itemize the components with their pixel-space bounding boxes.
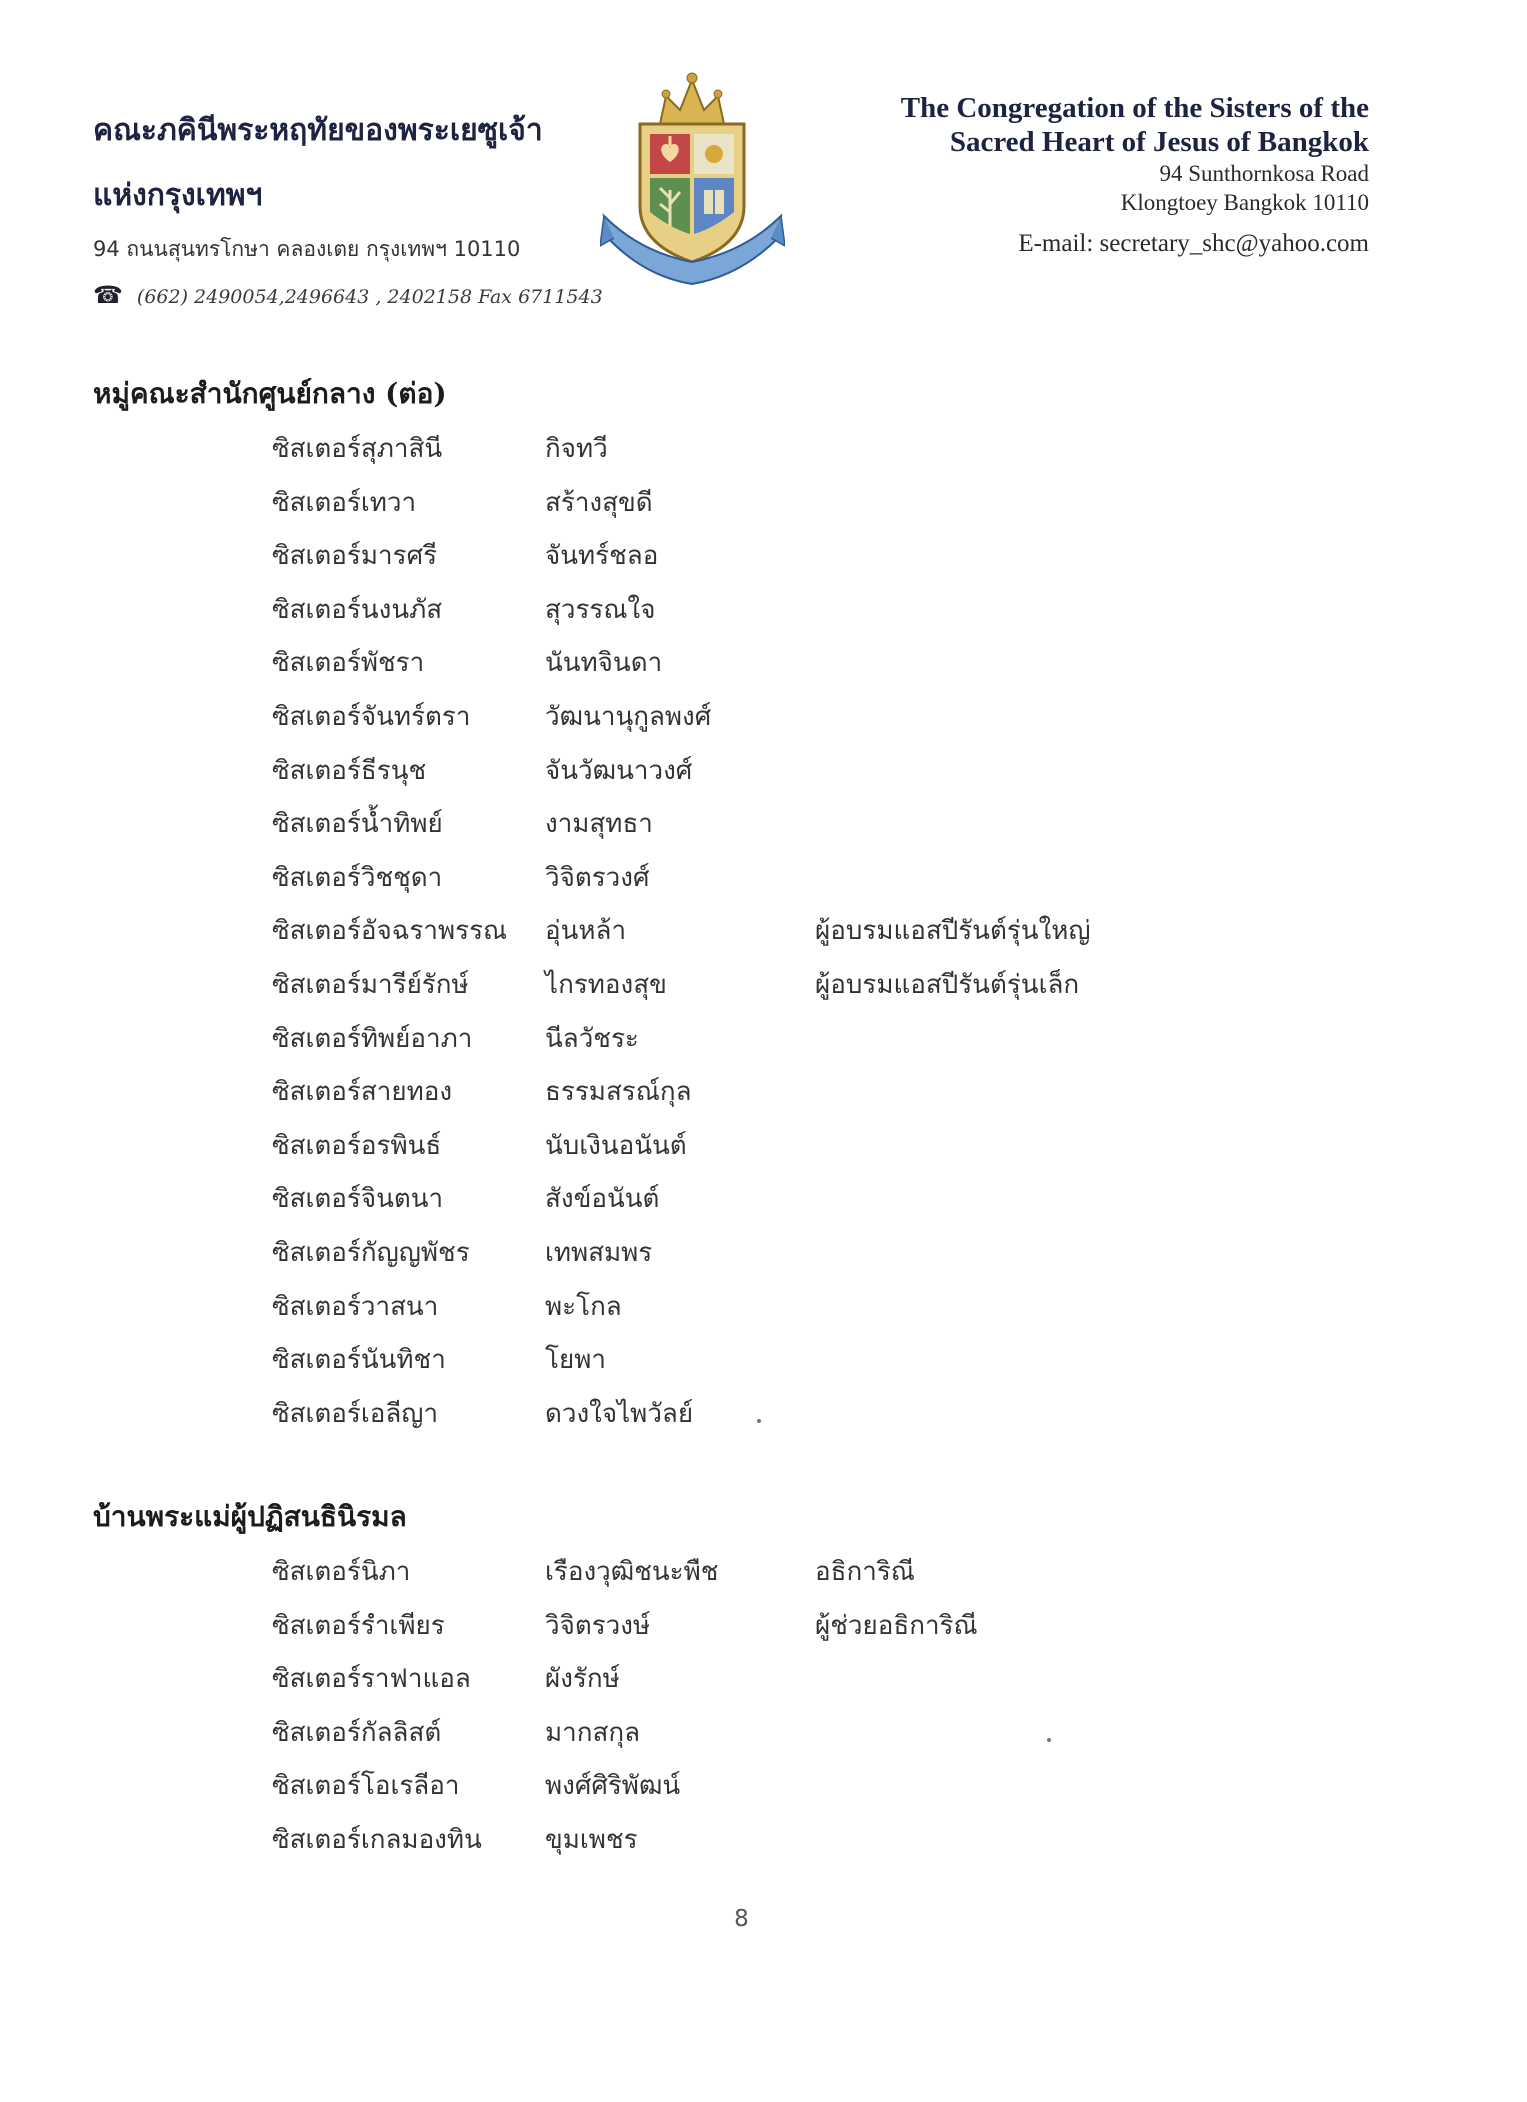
member-row (0, 857, 1527, 907)
member-last-name: สุวรรณใจ (545, 594, 656, 625)
member-row (0, 589, 1527, 639)
english-congregation-name-line2: Sacred Heart of Jesus of Bangkok (949, 126, 1369, 158)
member-first-name: ซิสเตอร์จันทร์ตรา (272, 702, 471, 732)
section-title: บ้านพระแม่ผู้ปฏิสนธินิรมล (93, 1500, 407, 1533)
member-first-name: ซิสเตอร์นันทิชา (272, 1345, 446, 1376)
member-row (0, 1125, 1527, 1175)
member-role: ผู้อบรมแอสปีรันต์รุ่นเล็ก (815, 970, 1080, 1000)
member-last-name: นีลวัชระ (545, 1023, 639, 1054)
member-first-name: ซิสเตอร์กัญญพัชร (272, 1238, 470, 1268)
member-row (0, 642, 1527, 692)
member-last-name: สร้างสุขดี (545, 487, 653, 518)
member-last-name: อุ่นหล้า (545, 916, 627, 947)
member-last-name: วิจิตรวงศ์ (545, 862, 650, 893)
scan-speck (1047, 1738, 1051, 1742)
member-last-name: เรืองวุฒิชนะพืช (545, 1557, 719, 1587)
member-last-name: พงศ์ศิริพัฒน์ (545, 1771, 681, 1802)
member-row (0, 1286, 1527, 1336)
member-first-name: ซิสเตอร์นิภา (272, 1557, 411, 1587)
thai-congregation-name-line2: แห่งกรุงเทพฯ (93, 178, 263, 213)
member-last-name: นันทจินดา (545, 648, 663, 679)
member-row (0, 1551, 1527, 1601)
member-last-name: สังข์อนันต์ (545, 1184, 660, 1215)
member-row (0, 1765, 1527, 1815)
member-row (0, 535, 1527, 585)
member-first-name: ซิสเตอร์กัลลิสต์ (272, 1717, 442, 1748)
member-row (0, 1071, 1527, 1121)
member-first-name: ซิสเตอร์อัจฉราพรรณ (272, 916, 508, 947)
member-last-name: ผังรักษ์ (545, 1664, 620, 1695)
member-last-name: งามสุทธา (545, 809, 653, 840)
member-last-name: เทพสมพร (545, 1238, 653, 1268)
member-first-name: ซิสเตอร์โอเรลีอา (272, 1771, 460, 1802)
member-first-name: ซิสเตอร์จินตนา (272, 1184, 444, 1215)
member-row (0, 482, 1527, 532)
page-number: 8 (734, 1906, 749, 1932)
phone-fax-numbers: (662) 2490054,2496643 , 2402158 Fax 6711543 (136, 286, 603, 308)
member-row (0, 803, 1527, 853)
member-first-name: ซิสเตอร์น้ำทิพย์ (272, 809, 443, 840)
member-last-name: กิจทวี (545, 434, 608, 464)
member-last-name: พะโกล (545, 1291, 622, 1322)
phone-icon: ☎ (93, 281, 123, 309)
member-row (0, 1232, 1527, 1282)
member-last-name: วัฒนานุกูลพงศ์ (545, 702, 712, 732)
member-first-name: ซิสเตอร์ธีรนุช (272, 755, 427, 786)
member-last-name: ขุมเพชร (545, 1825, 638, 1855)
english-address-line1: 94 Sunthornkosa Road (1159, 161, 1369, 186)
member-last-name: วิจิตรวงษ์ (545, 1610, 651, 1641)
member-first-name: ซิสเตอร์มารศรี (272, 541, 438, 572)
member-last-name: โยพา (545, 1345, 606, 1376)
member-last-name: ไกรทองสุข (545, 970, 667, 1000)
member-first-name: ซิสเตอร์อรพินธ์ (272, 1130, 442, 1161)
member-first-name: ซิสเตอร์สุภาสินี (272, 434, 443, 464)
member-row (0, 1658, 1527, 1708)
member-first-name: ซิสเตอร์รำเพียร (272, 1610, 445, 1641)
member-first-name: ซิสเตอร์พัชรา (272, 648, 425, 679)
contact-line (93, 281, 603, 309)
member-last-name: มากสกุล (545, 1717, 641, 1748)
member-first-name: ซิสเตอร์มารีย์รักษ์ (272, 970, 469, 1000)
member-first-name: ซิสเตอร์ทิพย์อาภา (272, 1023, 473, 1054)
member-row (0, 910, 1527, 960)
member-row (0, 428, 1527, 478)
member-last-name: นับเงินอนันต์ (545, 1130, 687, 1161)
member-row (0, 1819, 1527, 1869)
member-role: ผู้อบรมแอสปีรันต์รุ่นใหญ่ (815, 916, 1091, 947)
email-address: E-mail: secretary_shc@yahoo.com (1018, 230, 1369, 257)
member-first-name: ซิสเตอร์เกลมองทิน (272, 1825, 482, 1855)
member-first-name: ซิสเตอร์ราฟาแอล (272, 1664, 471, 1695)
member-row (0, 750, 1527, 800)
member-last-name: ธรรมสรณ์กุล (545, 1077, 692, 1108)
member-row (0, 1712, 1527, 1762)
member-last-name: จันวัฒนาวงศ์ (545, 755, 693, 786)
member-row (0, 1339, 1527, 1389)
thai-congregation-name-line1: คณะภคินีพระหฤทัยของพระเยซูเจ้า (93, 113, 543, 148)
member-first-name: ซิสเตอร์วิชชุดา (272, 862, 443, 893)
scan-speck (757, 1419, 761, 1423)
thai-address: 94 ถนนสุนทรโกษา คลองเตย กรุงเทพฯ 10110 (93, 237, 521, 261)
member-last-name: ดวงใจไพวัลย์ (545, 1398, 694, 1429)
member-role: ผู้ช่วยอธิการิณี (815, 1610, 978, 1641)
member-row (0, 1393, 1527, 1443)
english-congregation-name-line1: The Congregation of the Sisters of the (900, 92, 1369, 124)
member-first-name: ซิสเตอร์สายทอง (272, 1077, 453, 1108)
member-row (0, 1178, 1527, 1228)
member-row (0, 1018, 1527, 1068)
member-role: อธิการิณี (815, 1557, 915, 1587)
member-first-name: ซิสเตอร์นงนภัส (272, 594, 443, 625)
member-first-name: ซิสเตอร์วาสนา (272, 1291, 439, 1322)
member-first-name: ซิสเตอร์เอลีญา (272, 1398, 439, 1429)
member-first-name: ซิสเตอร์เทวา (272, 487, 417, 518)
english-address-line2: Klongtoey Bangkok 10110 (1120, 190, 1369, 215)
section-title: หมู่คณะสำนักศูนย์กลาง (ต่อ) (93, 377, 447, 410)
member-row (0, 1605, 1527, 1655)
member-row (0, 964, 1527, 1014)
member-last-name: จันทร์ชลอ (545, 541, 659, 572)
congregation-crest-logo (600, 66, 785, 296)
member-row (0, 696, 1527, 746)
